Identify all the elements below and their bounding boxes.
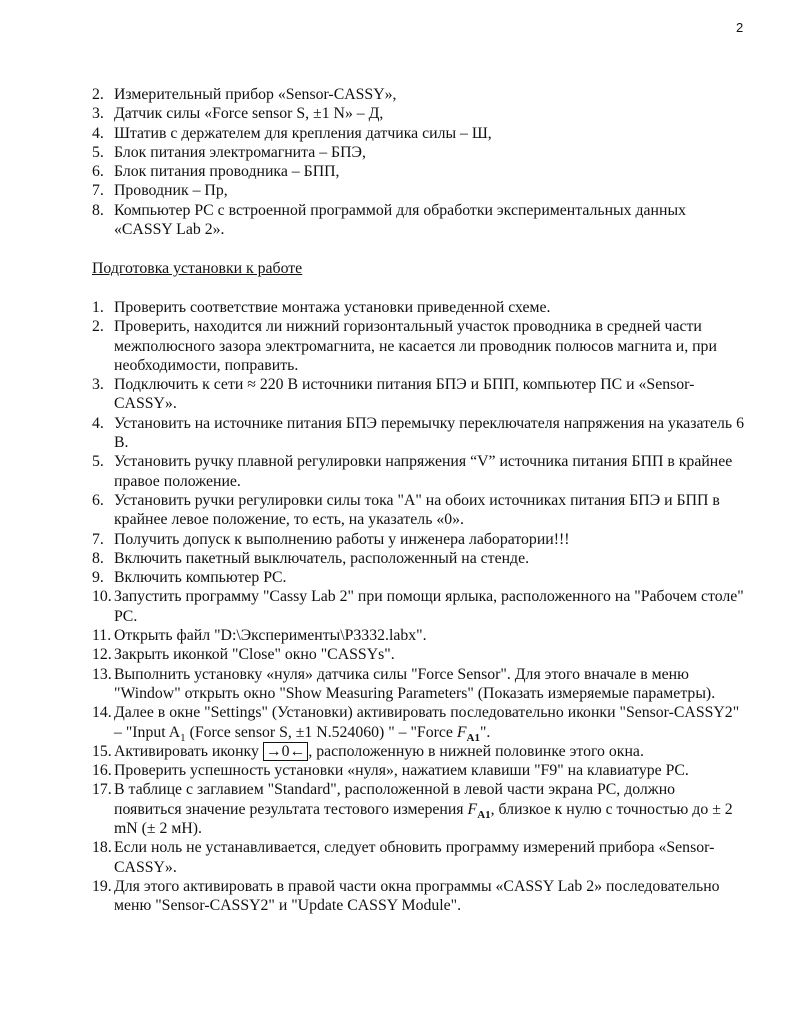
step-text: Для этого активировать в правой части окна программы «CASSY Lab 2» последовательно меню "Sensor-CASSY2" и "Update CASSY Module". (114, 877, 720, 915)
item-text: Блок питания электромагнита – БПЭ, (114, 143, 366, 161)
step-number: 17. (92, 781, 112, 799)
item-number: 5. (92, 143, 104, 161)
list-item (92, 85, 744, 104)
list-item (92, 375, 744, 414)
list-item (92, 587, 744, 626)
step-text: Выполнить установку «нуля» датчика силы "Force Sensor". Для этого вначале в меню "Window" открыть окно "Show Measuring Parameters" (Показать измеряемые параметры). (114, 665, 716, 702)
item-number: 4. (92, 124, 104, 142)
list-item (92, 703, 744, 742)
list-item (92, 626, 744, 645)
step-text: Установить ручки регулировки силы тока "А" на обоих источниках питания БПЭ и БПП в крайнее левое положение, то есть, на указатель «0». (114, 491, 720, 529)
step-text: Если ноль не устанавливается, следует обновить программу измерений прибора «Sensor-CASSY». (114, 839, 715, 876)
item-text: Компьютер PC с встроенной программой для обработки экспериментальных данных «CASSY Lab 2». (114, 201, 686, 239)
step-text: (Force sensor S, ±1 N.524060) " – "Force (185, 723, 457, 741)
force-variable: F (456, 723, 467, 741)
item-text: Блок питания проводника – БПП, (114, 163, 340, 181)
list-item (92, 162, 744, 181)
item-number: 2. (92, 86, 104, 103)
section-heading: Подготовка установки к работе (92, 260, 303, 277)
step-text: Далее в окне "Settings" (Установки) активировать последовательно иконки "Sensor-CASSY2" – "Input A (114, 704, 740, 741)
list-item (92, 780, 744, 838)
step-text: Установить на источнике питания БПЭ перемычку переключателя напряжения на указатель 6 В. (114, 414, 744, 452)
step-text: Проверить, находится ли нижний горизонтальный участок проводника в средней части межполюсного зазора электромагнита, не касается ли проводник полюсов магнита и, при необходимости, поправить. (114, 318, 717, 374)
equipment-list (92, 85, 744, 239)
step-number: 1. (92, 299, 104, 316)
step-text: Включить компьютер PC. (114, 569, 287, 587)
subscript: 1 (180, 731, 186, 744)
step-number: 15. (92, 742, 112, 760)
step-number: 10. (92, 588, 112, 606)
step-text: Подключить к сети ≈ 220 В источники питания БПЭ и БПП, компьютер ПС и «Sensor-CASSY». (114, 376, 695, 413)
step-number: 12. (92, 646, 112, 664)
step-number: 6. (92, 491, 104, 509)
item-text: Проводник – Пр, (114, 182, 228, 200)
list-item (92, 645, 744, 664)
subscript: A1 (466, 731, 480, 744)
list-item (92, 124, 744, 143)
step-text: Запустить программу "Cassy Lab 2" при помощи ярлыка, расположенного на "Рабочем столе" PC. (114, 588, 744, 625)
zero-icon: →0← (263, 742, 309, 761)
step-number: 9. (92, 569, 104, 587)
list-item (92, 742, 744, 761)
step-text: Установить ручку плавной регулировки напряжения “V” источника питания БПП в крайнее правое положение. (114, 453, 733, 490)
item-number: 6. (92, 163, 104, 181)
list-item (92, 877, 744, 916)
item-number: 7. (92, 182, 104, 200)
item-text: Датчик силы «Force sensor S, ±1 N» – Д, (114, 105, 384, 123)
step-number: 3. (92, 376, 104, 394)
step-text: ". (479, 723, 491, 741)
list-item (92, 665, 744, 704)
list-item (92, 104, 744, 123)
page-number: 2 (736, 20, 744, 35)
item-number: 3. (92, 105, 104, 123)
list-item (92, 143, 744, 162)
step-text: В таблице с заглавием "Standard", расположенной в левой части экрана PC, должно появиться значение результата тестового измерения (114, 781, 676, 818)
item-number: 8. (92, 201, 104, 219)
step-number: 13. (92, 665, 112, 683)
step-number: 7. (92, 530, 104, 548)
step-number: 16. (92, 762, 112, 780)
item-text: Измерительный прибор «Sensor-CASSY», (114, 86, 397, 103)
list-item (92, 414, 744, 453)
step-number: 14. (92, 704, 112, 722)
step-number: 5. (92, 453, 104, 471)
list-item (92, 838, 744, 877)
step-number: 2. (92, 318, 104, 336)
step-number: 19. (92, 877, 112, 895)
step-text: Проверить соответствие монтажа установки приведенной схеме. (114, 299, 551, 316)
step-number: 4. (92, 414, 104, 432)
list-item (92, 201, 744, 240)
step-text: , расположенную в нижней половинке этого окна. (308, 742, 644, 760)
force-variable: F (467, 800, 478, 818)
list-item (92, 530, 744, 549)
subscript: A1 (477, 808, 491, 821)
step-text: Открыть файл "D:\Эксперименты\P3332.labx". (114, 627, 427, 645)
list-item (92, 549, 744, 568)
step-text: Проверить успешность установки «нуля», нажатием клавиши "F9" на клавиатуре PC. (114, 762, 689, 780)
step-text: Активировать иконку (114, 742, 263, 760)
list-item (92, 181, 744, 200)
step-text: Закрыть иконкой "Close" окно "CASSYs". (114, 646, 395, 664)
list-item (92, 491, 744, 530)
step-text: Получить допуск к выполнению работы у инженера лаборатории!!! (114, 530, 570, 548)
step-number: 8. (92, 549, 104, 567)
item-text: Штатив с держателем для крепления датчика силы – Ш, (114, 124, 492, 142)
step-number: 11. (92, 627, 112, 645)
list-item (92, 298, 744, 317)
preparation-steps-list (92, 298, 744, 916)
step-text: , близкое к нулю с точностью до ± 2 mN (± 2 мН). (114, 800, 733, 838)
list-item (92, 452, 744, 491)
step-number: 18. (92, 839, 112, 857)
step-text: Включить пакетный выключатель, расположенный на стенде. (114, 549, 530, 567)
list-item (92, 761, 744, 780)
list-item (92, 317, 744, 375)
list-item (92, 568, 744, 587)
